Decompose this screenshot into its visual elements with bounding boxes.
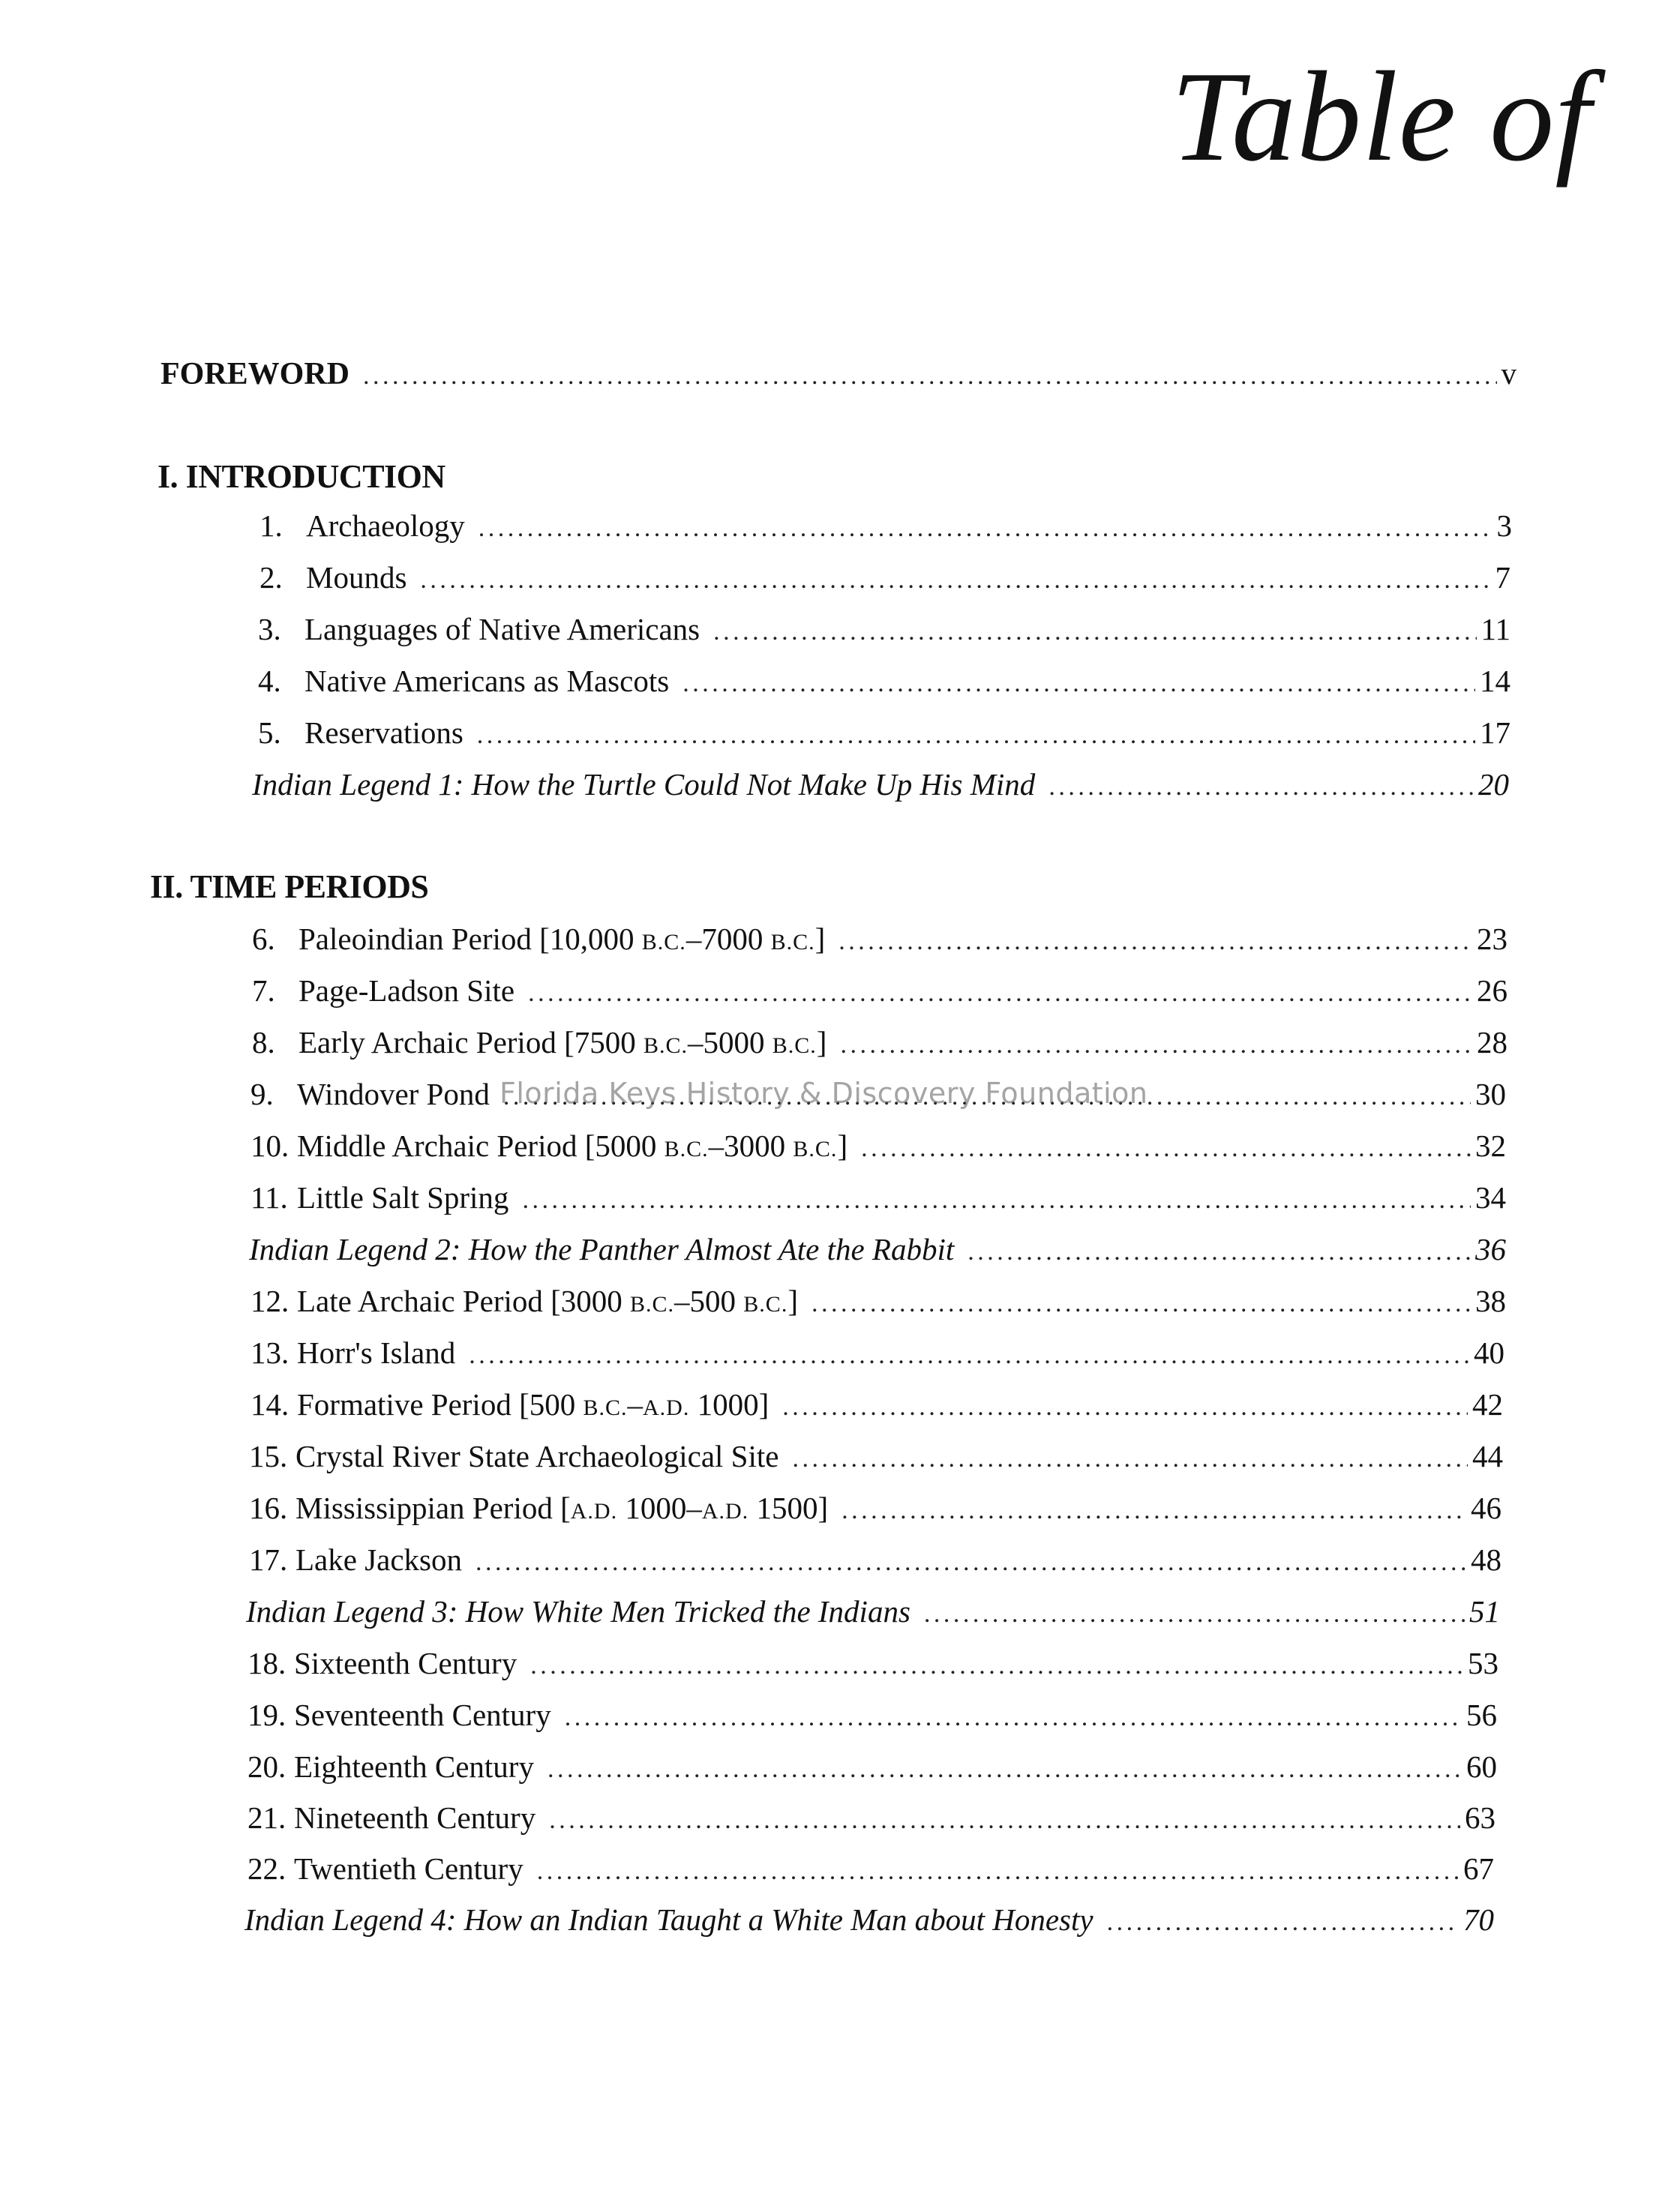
toc-entry-page: 23	[1477, 922, 1508, 956]
toc-entry-page: 56	[1466, 1698, 1497, 1732]
toc-entry-page: 42	[1472, 1387, 1503, 1422]
toc-entry[interactable]	[249, 1542, 1502, 1584]
toc-entry-page: 30	[1475, 1077, 1506, 1111]
toc-entry-page: 38	[1475, 1284, 1506, 1318]
toc-entry-number: 6.	[252, 922, 275, 956]
toc-entry[interactable]	[258, 663, 1510, 705]
toc-entry-label: Nineteenth Century	[294, 1800, 536, 1835]
toc-entry[interactable]	[248, 1645, 1498, 1687]
dot-leader	[549, 1806, 1460, 1835]
toc-entry-page: 46	[1471, 1491, 1502, 1525]
toc-entry[interactable]	[252, 921, 1508, 963]
dot-leader	[565, 1704, 1462, 1732]
toc-entry-label: Lake Jackson	[296, 1542, 462, 1577]
dot-leader	[469, 1341, 1469, 1370]
toc-entry-page: 40	[1474, 1335, 1504, 1370]
toc-entry-page: 36	[1475, 1232, 1506, 1266]
toc-entry-page: 60	[1466, 1749, 1497, 1784]
toc-entry-number: 4.	[258, 664, 281, 698]
toc-entry-page: 7	[1495, 560, 1510, 595]
toc-entry-label: FOREWORD	[160, 357, 350, 391]
toc-entry-page: 51	[1469, 1594, 1500, 1629]
toc-entry-label: Indian Legend 3: How White Men Tricked the Indians	[246, 1594, 910, 1629]
toc-entry[interactable]	[250, 1335, 1504, 1377]
toc-entry-number: 5.	[258, 715, 281, 750]
dot-leader	[528, 979, 1472, 1008]
dot-leader	[838, 928, 1472, 956]
toc-entry-number: 8.	[252, 1025, 275, 1060]
toc-entry-label: Paleoindian Period [10,000 B.C.–7000 B.C.]	[298, 922, 826, 956]
dot-leader	[840, 1031, 1472, 1060]
toc-entry-legend[interactable]	[252, 766, 1509, 808]
dot-leader	[861, 1134, 1471, 1163]
toc-entry-label: Early Archaic Period [7500 B.C.–5000 B.C.]	[298, 1025, 827, 1060]
dot-leader	[1107, 1908, 1459, 1937]
toc-entry-page: 63	[1465, 1800, 1496, 1835]
toc-entry[interactable]	[250, 1179, 1506, 1221]
dot-leader	[477, 721, 1475, 750]
toc-entry-label: Crystal River State Archaeological Site	[296, 1439, 779, 1473]
toc-entry-label: Native Americans as Mascots	[304, 664, 670, 698]
toc-entry-number: 2.	[260, 560, 283, 595]
toc-entry-number: 16.	[249, 1491, 288, 1525]
toc-entry-page: 11	[1480, 612, 1510, 646]
section-heading-time-periods: II. TIME PERIODS	[150, 868, 429, 905]
toc-entry-label: Reservations	[304, 715, 464, 750]
watermark: Florida Keys History & Discovery Foundation	[500, 1077, 1148, 1110]
toc-entry[interactable]	[258, 611, 1510, 653]
page-title: Table of	[1171, 46, 1592, 188]
toc-entry-label: Formative Period [500 B.C.–A.D. 1000]	[297, 1387, 770, 1422]
toc-entry-page: 34	[1475, 1180, 1506, 1215]
toc-entry-number: 13.	[250, 1335, 290, 1370]
toc-entry-page: 20	[1478, 767, 1509, 802]
toc-entry-label: Windover Pond	[297, 1077, 490, 1111]
dot-leader	[420, 566, 1490, 595]
toc-entry-number: 1.	[260, 508, 283, 543]
dot-leader	[682, 670, 1475, 698]
toc-entry-label: Little Salt Spring	[297, 1180, 509, 1215]
dot-leader	[713, 618, 1476, 646]
toc-entry-number: 10.	[250, 1128, 290, 1163]
toc-entry-label: Archaeology	[306, 508, 465, 543]
toc-entry-label: Indian Legend 4: How an Indian Taught a White Man about Honesty	[244, 1902, 1094, 1937]
toc-entry-label: Languages of Native Americans	[304, 612, 700, 646]
toc-entry[interactable]	[250, 1386, 1503, 1428]
toc-entry-page: 3	[1496, 508, 1512, 543]
dot-leader	[812, 1290, 1471, 1318]
dot-leader	[363, 362, 1497, 391]
toc-entry[interactable]	[248, 1800, 1496, 1842]
toc-entry-legend[interactable]	[246, 1593, 1500, 1635]
toc-entry-label: Sixteenth Century	[294, 1646, 518, 1680]
toc-entry-page: 48	[1471, 1542, 1502, 1577]
toc-entry-number: 17.	[249, 1542, 288, 1577]
toc-entry[interactable]	[252, 1024, 1508, 1066]
toc-entry-label: Eighteenth Century	[294, 1749, 534, 1784]
toc-entry-number: 7.	[252, 973, 275, 1008]
toc-entry-number: 14.	[250, 1387, 290, 1422]
toc-entry-label: Mounds	[306, 560, 407, 595]
toc-entry-number: 15.	[249, 1439, 288, 1473]
toc-entry-label: Indian Legend 1: How the Turtle Could Not Make Up His Mind	[252, 767, 1036, 802]
dot-leader	[782, 1393, 1468, 1422]
dot-leader	[522, 1186, 1471, 1215]
toc-entry-page: 70	[1463, 1902, 1494, 1937]
toc-entry[interactable]	[260, 508, 1512, 550]
dot-leader	[792, 1445, 1468, 1473]
toc-entry-label: Late Archaic Period [3000 B.C.–500 B.C.]	[297, 1284, 798, 1318]
toc-entry-label: Twentieth Century	[294, 1851, 524, 1886]
toc-entry-number: 19.	[248, 1698, 286, 1732]
toc-entry-number: 21.	[248, 1800, 286, 1835]
toc-entry[interactable]	[248, 1749, 1497, 1791]
toc-entry-page: v	[1501, 356, 1516, 391]
toc-entry-number: 3.	[258, 612, 281, 646]
toc-entry-label: Middle Archaic Period [5000 B.C.–3000 B.C.]	[297, 1128, 848, 1163]
toc-entry[interactable]	[250, 1283, 1506, 1325]
dot-leader	[548, 1755, 1462, 1784]
toc-entry-legend[interactable]	[249, 1231, 1506, 1273]
toc-entry-number: 11.	[250, 1180, 288, 1215]
toc-entry-foreword[interactable]	[160, 355, 1516, 397]
toc-entry-page: 32	[1475, 1128, 1506, 1163]
toc-entry-number: 18.	[248, 1646, 286, 1680]
dot-leader	[478, 514, 1492, 543]
dot-leader	[842, 1497, 1466, 1525]
dot-leader	[924, 1600, 1465, 1629]
toc-entry-page: 26	[1477, 973, 1508, 1008]
toc-entry-label: Indian Legend 2: How the Panther Almost Ate the Rabbit	[249, 1232, 955, 1266]
toc-entry[interactable]	[248, 1851, 1494, 1893]
toc-entry-number: 12.	[250, 1284, 290, 1318]
toc-entry[interactable]	[248, 1697, 1497, 1739]
toc-entry-page: 44	[1472, 1439, 1503, 1473]
toc-entry[interactable]	[249, 1438, 1503, 1480]
toc-entry[interactable]	[258, 715, 1510, 757]
dot-leader	[530, 1652, 1463, 1680]
toc-entry-label: Seventeenth Century	[294, 1698, 551, 1732]
dot-leader	[1048, 773, 1474, 802]
toc-entry-label: Horr's Island	[297, 1335, 456, 1370]
toc-entry-label: Page-Ladson Site	[298, 973, 515, 1008]
dot-leader	[476, 1548, 1466, 1577]
toc-entry-number: 20.	[248, 1749, 286, 1784]
toc-entry-page: 28	[1477, 1025, 1508, 1060]
toc-entry-page: 14	[1480, 664, 1510, 698]
dot-leader	[537, 1857, 1459, 1886]
toc-entry-page: 17	[1480, 715, 1510, 750]
toc-entry[interactable]	[260, 559, 1510, 601]
toc-entry-page: 53	[1468, 1646, 1498, 1680]
toc-entry-page: 67	[1463, 1851, 1494, 1886]
toc-entry-number: 9.	[250, 1077, 274, 1111]
toc-entry[interactable]	[250, 1128, 1506, 1170]
toc-entry-legend[interactable]	[244, 1902, 1494, 1944]
section-heading-introduction: I. INTRODUCTION	[158, 458, 446, 495]
toc-entry[interactable]	[252, 973, 1508, 1015]
dot-leader	[968, 1238, 1471, 1266]
toc-entry[interactable]	[249, 1490, 1502, 1532]
toc-entry-label: Mississippian Period [A.D. 1000–A.D. 1500]	[296, 1491, 829, 1525]
toc-entry-number: 22.	[248, 1851, 286, 1886]
